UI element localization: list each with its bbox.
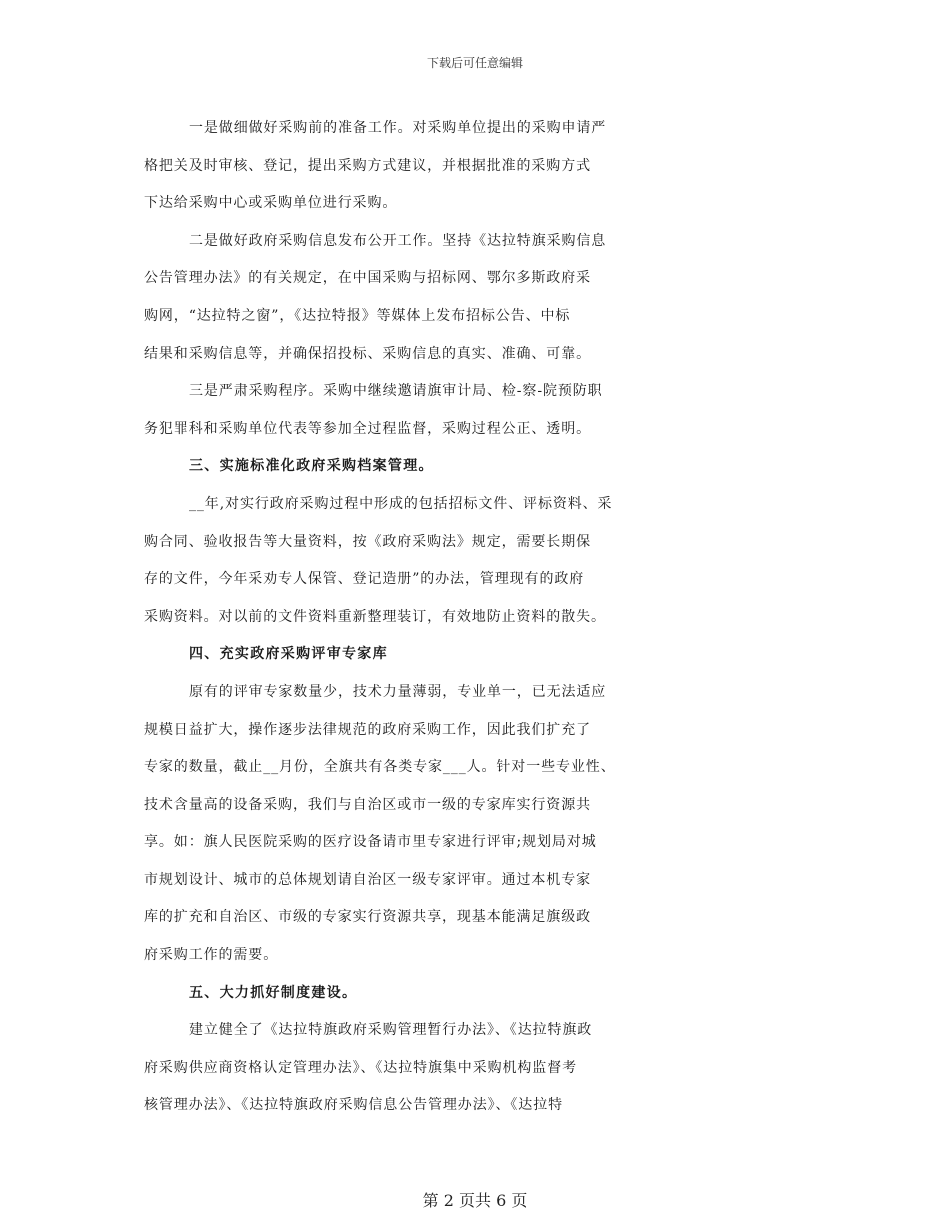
page-footer: 第 2 页共 6 页 <box>422 1191 528 1210</box>
paragraph-line: 结果和采购信息等，并确保招投标、采购信息的真实、准确、可靠。 <box>144 345 591 362</box>
paragraph-line: __年,对实行政府采购过程中形成的包括招标文件、评标资料、采 <box>189 495 613 512</box>
paragraph-line: 技术含量高的设备采购，我们与自治区或市一级的专家库实行资源共 <box>144 796 591 813</box>
paragraph-line: 府采购工作的需要。 <box>144 947 279 964</box>
paragraph-line: 存的文件，今年采劝专人保管、登记造册”的办法，管理现有的政府 <box>144 571 585 588</box>
paragraph-line: 市规划设计、城市的总体规划请自治区一级专家评审。通过本机专家 <box>144 871 591 888</box>
page-header: 下载后可任意编辑 <box>426 56 523 70</box>
paragraph-line: 规模日益扩大，操作逐步法律规范的政府采购工作，因此我们扩充了 <box>144 721 591 738</box>
section-heading: 三、实施标准化政府采购档案管理。 <box>189 458 434 475</box>
paragraph-line: 原有的评审专家数量少，技术力量薄弱，专业单一，已无法适应 <box>189 683 607 700</box>
paragraph-line: 购合同、验收报告等大量资料，按《政府采购法》规定，需要长期保 <box>144 533 591 550</box>
paragraph-line: 府采购供应商资格认定管理办法》、《达拉特旗集中采购机构监督考 <box>144 1059 577 1076</box>
paragraph-line: 库的扩充和自治区、市级的专家实行资源共享，现基本能满足旗级政 <box>144 909 591 926</box>
paragraph-line: 公告管理办法》的有关规定，在中国采购与招标网、鄂尔多斯政府采 <box>144 270 591 287</box>
section-heading: 五、大力抓好制度建设。 <box>189 984 358 1001</box>
paragraph-line: 下达给采购中心或采购单位进行采购。 <box>144 195 398 212</box>
paragraph-line: 三是严肃采购程序。采购中继续邀请旗审计局、检-察-院预防职 <box>189 383 603 400</box>
paragraph-line: 采购资料。对以前的文件资料重新整理装订，有效地防止资料的散失。 <box>144 608 606 625</box>
paragraph-line: 购网，“达拉特之窗”，《达拉特报》等媒体上发布招标公告、中标 <box>144 307 571 324</box>
paragraph-line: 务犯罪科和采购单位代表等参加全过程监督，采购过程公正、透明。 <box>144 420 591 437</box>
document-body <box>144 110 812 1125</box>
paragraph-line: 二是做好政府采购信息发布公开工作。坚持《达拉特旗采购信息 <box>189 232 607 249</box>
section-heading: 四、充实政府采购评审专家库 <box>189 646 388 663</box>
paragraph-line: 享。如：旗人民医院采购的医疗设备请市里专家进行评审;规划局对城 <box>144 834 597 851</box>
paragraph-line: 建立健全了《达拉特旗政府采购管理暂行办法》、《达拉特旗政 <box>189 1022 593 1039</box>
paragraph-line: 核管理办法》、《达拉特旗政府采购信息公告管理办法》、《达拉特 <box>144 1097 563 1114</box>
paragraph-line: 一是做细做好采购前的准备工作。对采购单位提出的采购申请严 <box>189 120 607 136</box>
paragraph-line: 专家的数量，截止__月份，全旗共有各类专家___人。针对一些专业性、 <box>144 759 616 776</box>
paragraph-line: 格把关及时审核、登记，提出采购方式建议，并根据批准的采购方式 <box>144 157 591 174</box>
